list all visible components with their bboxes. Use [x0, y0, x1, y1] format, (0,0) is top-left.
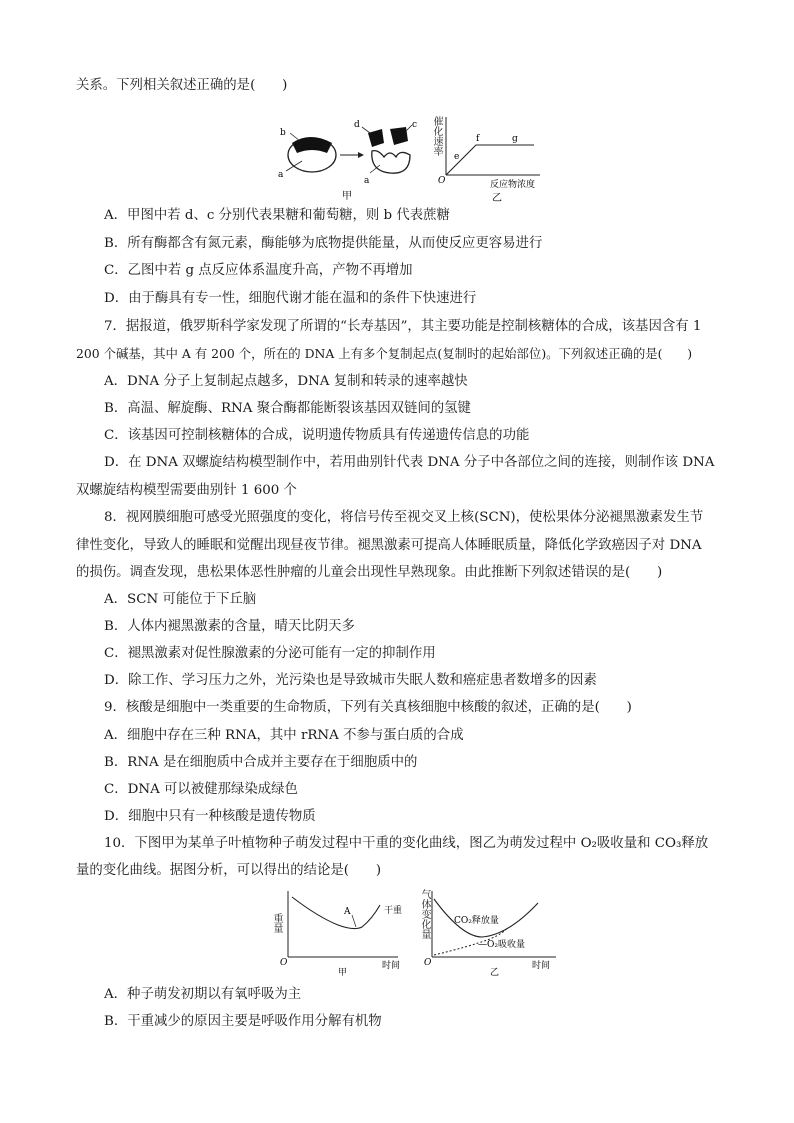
q7-stem-2: 200 个碱基，其中 A 有 200 个，所在的 DNA 上有多个复制起点(复制时的起始部位)。下列叙述正确的是( ): [76, 346, 693, 361]
label-b: b: [280, 128, 286, 138]
q10-option-a: A．种子萌发初期以有氧呼吸为主: [104, 987, 302, 1002]
product-d-shape: [368, 129, 384, 147]
q6-option-c: C．乙图中若 g 点反应体系温度升高，产物不再增加: [104, 263, 413, 278]
q8-option-a: A．SCN 可能位于下丘脑: [104, 592, 257, 607]
label-c: c: [412, 120, 418, 130]
q6-option-d: D．由于酶具有专一性，细胞代谢才能在温和的条件下快速进行: [104, 291, 477, 306]
q7-option-b: B．高温、解旋酶、RNA 聚合酶都能断裂该基因双链间的氢键: [104, 401, 471, 416]
q7-option-a: A．DNA 分子上复制起点越多，DNA 复制和转录的速率越快: [104, 374, 468, 389]
point-e: e: [454, 152, 460, 162]
q8-stem-3: 的损伤。调查发现，患松果体恶性肿瘤的儿童会出现性早熟现象。由此推断下列叙述错误的是( ): [76, 565, 663, 580]
label-a2: a: [364, 176, 370, 186]
curve-label-dry-weight: 干重: [384, 906, 403, 916]
point-g: g: [512, 134, 518, 144]
q9-option-a: A．细胞中存在三种 RNA，其中 rRNA 不参与蛋白质的合成: [104, 728, 464, 743]
fig2-yaxis-label-2: 气体变化量: [419, 889, 430, 939]
point-f: f: [476, 134, 480, 144]
q6-option-a: A．甲图中若 d、c 分别代表果糖和葡萄糖，则 b 代表蔗糖: [104, 208, 450, 223]
xaxis-label-2: 时间: [532, 961, 551, 971]
figure-caption-yi: 乙: [492, 193, 502, 203]
q6-option-b: B．所有酶都含有氮元素，酶能够为底物提供能量，从而使反应更容易进行: [104, 236, 543, 251]
figure2-caption-yi: 乙: [490, 968, 500, 978]
yaxis-label: 催化速率: [431, 116, 442, 156]
xaxis-label: 反应物浓度: [490, 180, 536, 190]
dry-weight-curve: [292, 897, 380, 929]
origin-o: O: [438, 176, 446, 186]
label-d: d: [354, 120, 360, 130]
xaxis-label-1: 时间: [382, 961, 401, 971]
q9-option-d: D．细胞中只有一种核酸是遗传物质: [104, 809, 316, 824]
figure2-caption-jia: 甲: [338, 968, 348, 978]
point-a: A: [344, 907, 351, 917]
q7-option-d-2: 双螺旋结构模型需要曲别针 1 600 个: [76, 483, 297, 498]
origin-o-1: O: [280, 958, 288, 968]
label-a: a: [278, 170, 284, 180]
origin-o-2: O: [424, 958, 432, 968]
o2-label: —O₂吸收量: [478, 940, 525, 950]
q7-stem-1: 7．据报道，俄罗斯科学家发现了所谓的“长寿基因”，其主要功能是控制核糖体的合成，该基因含有 1: [104, 319, 702, 334]
enzyme-figure: [272, 113, 562, 203]
figure-caption-jia: 甲: [342, 191, 352, 202]
q9-stem: 9．核酸是细胞中一类重要的生命物质，下列有关真核细胞中核酸的叙述，正确的是( ): [104, 700, 632, 715]
q8-option-b: B．人体内褪黑激素的含量，晴天比阴天多: [104, 619, 355, 634]
q9-option-c: C．DNA 可以被健那绿染成绿色: [104, 782, 298, 797]
q7-option-d-1: D．在 DNA 双螺旋结构模型制作中，若用曲别针代表 DNA 分子中各部位之间的连接，则制作该 DNA: [104, 455, 715, 470]
q9-option-b: B．RNA 是在细胞质中合成并主要存在于细胞质中的: [104, 755, 418, 770]
q8-option-c: C．褪黑激素对促性腺激素的分泌可能有一定的抑制作用: [104, 646, 436, 661]
co2-label: CO₂释放量: [454, 916, 499, 926]
question-stem-tail: 关系。下列相关叙述正确的是( ): [76, 78, 288, 93]
fig2-yaxis-label: 重量: [271, 913, 282, 933]
q10-stem-1: 10．下图甲为某单子叶植物种子萌发过程中干重的变化曲线，图乙为萌发过程中 O₂吸收量和 CO₃释放: [104, 836, 709, 851]
q7-option-c: C．该基因可控制核糖体的合成，说明遗传物质具有传递遗传信息的功能: [104, 428, 530, 443]
q10-option-b: B．干重减少的原因主要是呼吸作用分解有机物: [104, 1014, 382, 1029]
q10-stem-2: 量的变化曲线。据图分析，可以得出的结论是( ): [76, 863, 382, 878]
q8-option-d: D．除工作、学习压力之外，光污染也是导致城市失眠人数和癌症患者数增多的因素: [104, 673, 597, 688]
q8-stem-2: 律性变化，导致人的睡眠和觉醒出现昼夜节律。褪黑激素可提高人体睡眠质量，降低化学致癌因子对 DNA: [76, 538, 702, 553]
q8-stem-1: 8．视网膜细胞可感受光照强度的变化，将信号传至视交叉上核(SCN)，使松果体分泌褪黑激素发生节: [104, 510, 704, 525]
product-c-shape: [390, 127, 408, 145]
